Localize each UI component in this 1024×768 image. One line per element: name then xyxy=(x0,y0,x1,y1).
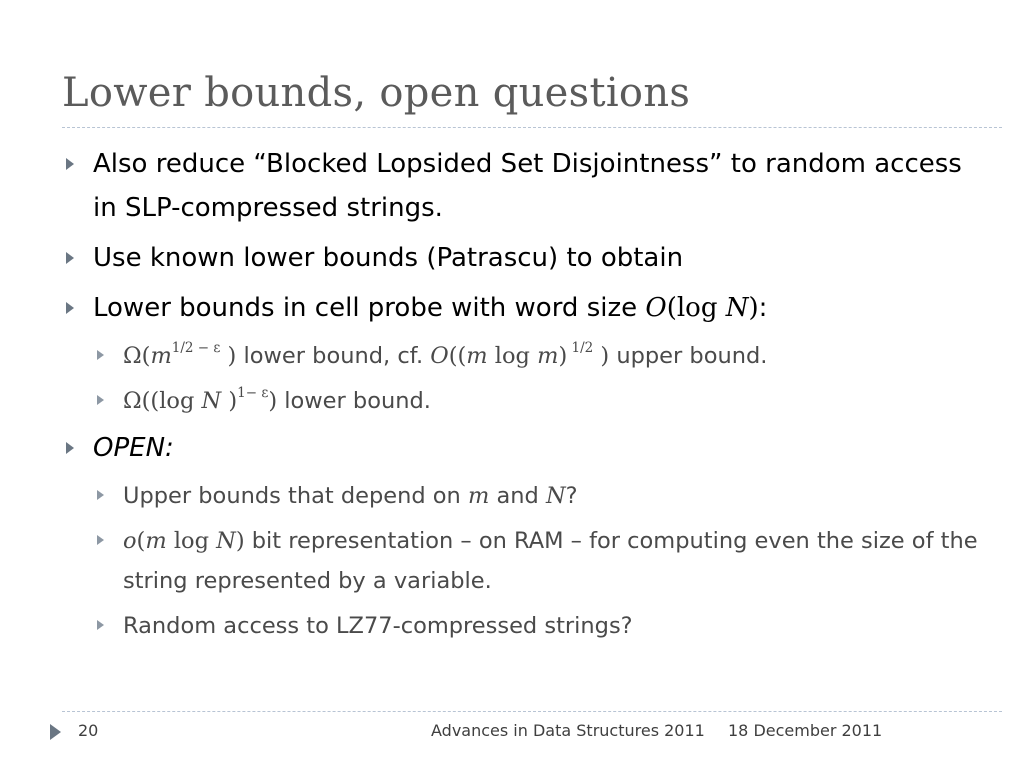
bullet-3 xyxy=(62,286,982,330)
bullet-2 xyxy=(62,236,982,280)
sub-bullet-text: ? xyxy=(565,483,578,509)
math-close: ) xyxy=(558,343,568,369)
sub-bullet-text: lower bound, cf. xyxy=(236,343,431,369)
math-close: ) xyxy=(221,388,238,414)
sub-bullet-arrow-icon xyxy=(97,620,104,630)
math-close: ) xyxy=(220,343,237,369)
math-exponent: 1/2 − ε xyxy=(171,340,221,357)
bullet-2-text: Use known lower bounds (Patrascu) to obtain xyxy=(93,243,684,273)
math-big-o: O xyxy=(430,343,449,369)
footer-arrow-icon xyxy=(50,724,61,740)
math-var-m: m xyxy=(467,483,490,509)
footer-date: 18 December 2011 xyxy=(728,721,883,740)
math-close: ) xyxy=(268,388,278,414)
title-divider xyxy=(62,127,1002,128)
math-var-n: N xyxy=(216,528,236,554)
bullet-4-text: OPEN: xyxy=(93,433,174,463)
bullet-arrow-icon xyxy=(66,302,74,314)
sub-bullet-arrow-icon xyxy=(97,535,104,545)
sub-bullet-arrow-icon xyxy=(97,395,104,405)
sub-bullet-3-1 xyxy=(62,336,982,376)
math-big-o: O xyxy=(645,293,667,323)
sub-bullet-text: upper bound. xyxy=(609,343,768,369)
sub-bullet-4-2 xyxy=(62,521,982,601)
math-omega-open: Ω( xyxy=(123,343,151,369)
bullet-arrow-icon xyxy=(66,158,74,170)
slide-title: Lower bounds, open questions xyxy=(62,70,691,116)
math-var-m: m xyxy=(537,343,559,369)
math-omega-open: Ω((log xyxy=(123,388,202,414)
math-var-m: m xyxy=(145,528,167,554)
bullet-4 xyxy=(62,426,982,470)
math-var-m: m xyxy=(466,343,488,369)
math-var-n: N xyxy=(545,483,566,509)
math-var-n: N xyxy=(201,388,222,414)
math-var-m: m xyxy=(150,343,172,369)
sub-bullet-4-1 xyxy=(62,476,982,516)
math-close: ) xyxy=(593,343,610,369)
math-log: log xyxy=(166,528,217,554)
math-log: log xyxy=(487,343,538,369)
math-exponent: 1/2 xyxy=(567,340,594,357)
bullet-1 xyxy=(62,142,982,230)
sub-bullet-3-2 xyxy=(62,381,982,421)
bullet-arrow-icon xyxy=(66,442,74,454)
math-close: ) xyxy=(235,528,245,554)
bullet-3-colon: : xyxy=(758,293,768,323)
footer-divider xyxy=(62,711,1002,712)
sub-bullet-4-3 xyxy=(62,606,982,646)
math-exponent: 1− ε xyxy=(237,385,269,402)
math-little-o: o xyxy=(123,528,137,554)
page-number: 20 xyxy=(78,721,99,740)
bullet-1-text: Also reduce “Blocked Lopsided Set Disjointness” to random access in SLP-compressed strings. xyxy=(93,149,962,223)
math-open: (( xyxy=(448,343,467,369)
sub-bullet-text: Upper bounds that depend on xyxy=(123,483,468,509)
math-log-open: (log xyxy=(666,293,726,323)
sub-bullet-arrow-icon xyxy=(97,490,104,500)
sub-bullet-text: bit representation – on RAM – for computing even the size of the string represented by a variable. xyxy=(123,528,978,594)
footer-title: Advances in Data Structures 2011 xyxy=(431,721,705,740)
bullet-arrow-icon xyxy=(66,252,74,264)
sub-bullet-text: and xyxy=(489,483,546,509)
math-open: ( xyxy=(136,528,146,554)
sub-bullet-text: Random access to LZ77-compressed strings? xyxy=(123,613,633,639)
bullet-3-text: Lower bounds in cell probe with word size xyxy=(93,293,646,323)
slide-body xyxy=(62,142,982,651)
sub-bullet-text: lower bound. xyxy=(277,388,431,414)
sub-bullet-arrow-icon xyxy=(97,350,104,360)
math-paren-close: ) xyxy=(748,293,759,323)
math-var-n: N xyxy=(725,293,749,323)
